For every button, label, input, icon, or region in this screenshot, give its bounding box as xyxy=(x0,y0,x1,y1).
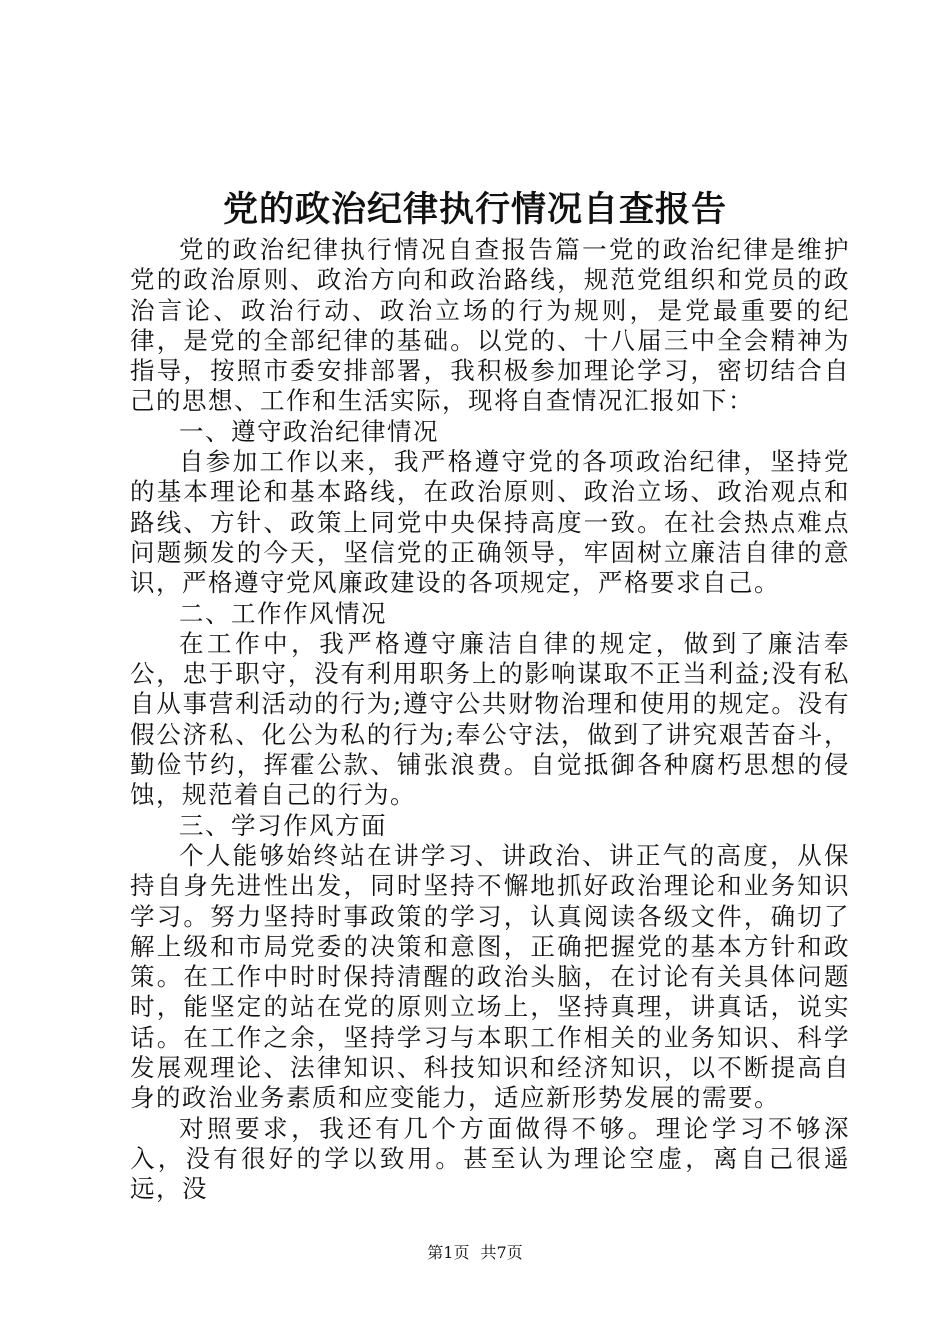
section-heading-3: 三、学习作风方面 xyxy=(179,810,387,840)
page-number: 第1页 xyxy=(427,1243,470,1262)
page-total: 共7页 xyxy=(480,1243,523,1262)
paragraph-intro: 党的政治纪律执行情况自查报告篇一党的政治纪律是维护党的政治原则、政治方向和政治路线，规范党组织和党员的政治言论、政治行动、政治立场的行为规则，是党最重要的纪律，是党的全部纪律的基础。以党的、十八届三中全会精神为指导，按照市委安排部署，我积极参加理论学习，密切结合自己的思想、工作和生活实际，现将自查情况汇报如下： xyxy=(130,235,850,416)
section-heading-1: 一、遵守政治纪律情况 xyxy=(179,416,439,446)
paragraph-section-2: 在工作中，我严格遵守廉洁自律的规定，做到了廉洁奉公，忠于职守，没有利用职务上的影响谋取不正当利益;没有私自从事营利活动的行为;遵守公共财物治理和使用的规定。没有假公济私、化公为私的行为;奉公守法，做到了讲究艰苦奋斗，勤俭节约，挥霍公款、铺张浪费。自觉抵御各种腐朽思想的侵蚀，规范着自己的行为。 xyxy=(130,628,850,810)
document-title: 党的政治纪律执行情况自查报告 xyxy=(222,189,727,230)
document-body xyxy=(130,235,850,1205)
section-heading-2: 二、工作作风情况 xyxy=(179,598,387,628)
paragraph-section-3: 个人能够始终站在讲学习、讲政治、讲正气的高度，从保持自身先进性出发，同时坚持不懈地抓好政治理论和业务知识学习。努力坚持时事政策的学习，认真阅读各级文件，确切了解上级和市局党委的决策和意图，正确把握党的基本方针和政策。在工作中时时保持清醒的政治头脑，在讨论有关具体问题时，能坚定的站在党的原则立场上，坚持真理，讲真话，说实话。在工作之余，坚持学习与本职工作相关的业务知识、科学发展观理论、法律知识、科技知识和经济知识，以不断提高自身的政治业务素质和应变能力，适应新形势发展的需要。 xyxy=(130,840,850,1113)
paragraph-shortcomings: 对照要求，我还有几个方面做得不够。理论学习不够深入，没有很好的学以致用。甚至认为理论空虚，离自己很遥远，没 xyxy=(130,1113,850,1204)
paragraph-section-1: 自参加工作以来，我严格遵守党的各项政治纪律，坚持党的基本理论和基本路线，在政治原则、政治立场、政治观点和路线、方针、政策上同党中央保持高度一致。在社会热点难点问题频发的今天，坚信党的正确领导，牢固树立廉洁自律的意识，严格遵守党风廉政建设的各项规定，严格要求自己。 xyxy=(130,447,850,598)
page-footer xyxy=(0,1243,950,1263)
